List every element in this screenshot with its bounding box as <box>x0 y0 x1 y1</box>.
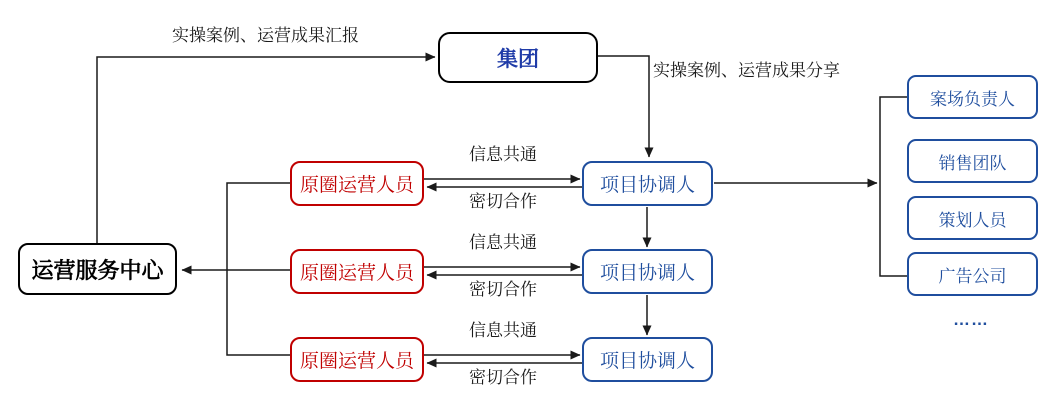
more-teams-ellipsis: …… <box>953 310 989 329</box>
edge-label-info-row1: 信息共通 <box>469 145 537 164</box>
node-site-leader: 案场负责人 <box>907 75 1038 119</box>
edge-report-arrow <box>97 57 435 243</box>
edge-share-arrow <box>598 56 649 157</box>
node-coordinator-3: 项目协调人 <box>582 337 713 382</box>
edge-label-share: 实操案例、运营成果分享 <box>653 61 840 80</box>
operator-bracket <box>227 183 290 355</box>
node-coordinator-1: 项目协调人 <box>582 161 713 206</box>
node-coordinator-2: 项目协调人 <box>582 249 713 294</box>
node-operator-2: 原圈运营人员 <box>290 249 424 294</box>
edge-label-report: 实操案例、运营成果汇报 <box>172 26 359 45</box>
node-operator-3: 原圈运营人员 <box>290 337 424 382</box>
node-ad-company: 广告公司 <box>907 252 1038 296</box>
node-group: 集团 <box>438 32 598 83</box>
edge-label-coop-row3: 密切合作 <box>469 368 537 387</box>
node-operations-center: 运营服务中心 <box>18 243 177 295</box>
edge-label-coop-row1: 密切合作 <box>469 192 537 211</box>
edge-label-info-row2: 信息共通 <box>469 233 537 252</box>
edge-label-info-row3: 信息共通 <box>469 321 537 340</box>
node-operator-1: 原圈运营人员 <box>290 161 424 206</box>
edge-label-coop-row2: 密切合作 <box>469 280 537 299</box>
node-planning-staff: 策划人员 <box>907 196 1038 240</box>
team-bracket <box>880 97 907 276</box>
node-sales-team: 销售团队 <box>907 139 1038 183</box>
